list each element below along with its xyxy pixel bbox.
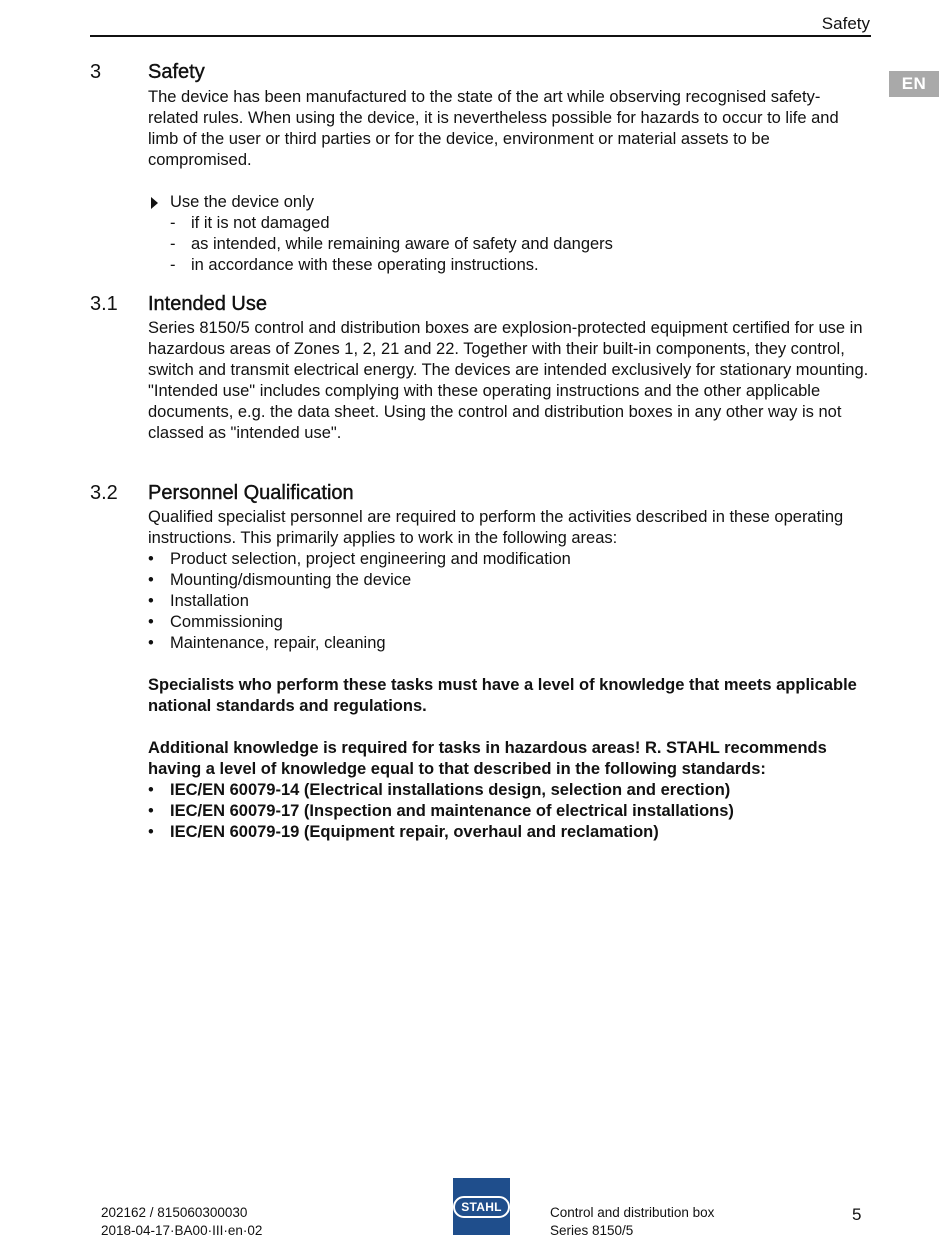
bullet-marker: • bbox=[148, 592, 154, 610]
list-item bbox=[148, 570, 571, 591]
bullet-marker: • bbox=[148, 781, 154, 799]
footer-doc-info bbox=[101, 1204, 262, 1240]
stahl-logo bbox=[453, 1178, 510, 1235]
product-series: Series 8150/5 bbox=[550, 1223, 634, 1238]
condition-text: as intended, while remaining aware of safety and dangers bbox=[191, 235, 613, 253]
section-3-2-title: Personnel Qualification bbox=[148, 482, 354, 504]
section-3-2-paragraph: Qualified specialist personnel are required to perform the activities described in these operating instructions. This primarily applies to work in the following areas: bbox=[148, 508, 844, 547]
list-item-text: Commissioning bbox=[170, 613, 283, 631]
list-item-text: Installation bbox=[170, 592, 249, 610]
section-3-1-body bbox=[148, 318, 870, 444]
condition-text: if it is not damaged bbox=[191, 214, 330, 232]
product-name: Control and distribution box bbox=[550, 1205, 715, 1220]
standard-text: IEC/EN 60079-14 (Electrical installations design, selection and erection) bbox=[170, 781, 731, 799]
list-item-text: Mounting/dismounting the device bbox=[170, 571, 412, 589]
condition-item bbox=[170, 255, 613, 276]
bullet-marker: • bbox=[148, 571, 154, 589]
document-code: 2018-04-17·BA00·III·en·02 bbox=[101, 1223, 263, 1238]
condition-item bbox=[170, 213, 613, 234]
intended-use-paragraph-2: "Intended use" includes complying with these operating instructions and the other applicable documents, e.g. the data sheet. Using the control and distribution boxes in any other way is not classed as "intended use". bbox=[148, 382, 842, 442]
section-3-title: Safety bbox=[148, 61, 205, 83]
action-list bbox=[148, 192, 613, 276]
language-tab: EN bbox=[889, 71, 939, 97]
header-rule bbox=[90, 35, 871, 37]
action-item bbox=[148, 192, 613, 213]
bullet-marker: • bbox=[148, 802, 154, 820]
bullet-marker: • bbox=[148, 613, 154, 631]
list-item-text: Product selection, project engineering and modification bbox=[170, 550, 571, 568]
list-item bbox=[148, 549, 571, 570]
section-3-paragraph: The device has been manufactured to the state of the art while observing recognised safety-related rules. When using the device, it is nevertheless possible for hazards to occur to life and limb of the user or third parties or for the device, environment or material assets to be compromised. bbox=[148, 88, 839, 169]
standard-text: IEC/EN 60079-17 (Inspection and maintenance of electrical installations) bbox=[170, 802, 734, 820]
standard-text: IEC/EN 60079-19 (Equipment repair, overhaul and reclamation) bbox=[170, 823, 659, 841]
action-text: Use the device only bbox=[170, 193, 314, 211]
section-3-1-number: 3.1 bbox=[90, 293, 118, 315]
section-3-number: 3 bbox=[90, 61, 102, 83]
list-item bbox=[148, 801, 734, 822]
list-item bbox=[148, 591, 571, 612]
bullet-marker: • bbox=[148, 550, 154, 568]
condition-item bbox=[170, 234, 613, 255]
list-item bbox=[148, 633, 571, 654]
list-item bbox=[148, 780, 734, 801]
additional-knowledge-note: Additional knowledge is required for tasks in hazardous areas! R. STAHL recommends having a level of knowledge equal to that described in the following standards: bbox=[148, 739, 827, 778]
dash-marker: - bbox=[170, 256, 176, 274]
logo-text: STAHL bbox=[453, 1196, 510, 1218]
footer-product-info bbox=[550, 1204, 714, 1240]
specialists-note: Specialists who perform these tasks must have a level of knowledge that meets applicable national standards and regulations. bbox=[148, 676, 857, 715]
section-3-2-number: 3.2 bbox=[90, 482, 118, 504]
dash-marker: - bbox=[170, 214, 176, 232]
condition-text: in accordance with these operating instructions. bbox=[191, 256, 539, 274]
header-title: Safety bbox=[821, 14, 870, 33]
list-item-text: Maintenance, repair, cleaning bbox=[170, 634, 386, 652]
page-number: 5 bbox=[852, 1205, 862, 1224]
section-3-1-title: Intended Use bbox=[148, 293, 267, 315]
action-arrow-icon bbox=[151, 197, 158, 209]
bullet-marker: • bbox=[148, 823, 154, 841]
dash-marker: - bbox=[170, 235, 176, 253]
bullet-marker: • bbox=[148, 634, 154, 652]
intended-use-paragraph-1: Series 8150/5 control and distribution boxes are explosion-protected equipment certified for use in hazardous areas of Zones 1, 2, 21 and 22. Together with their built-in components, they control, switch and transmit electrical energy. The devices are intended exclusively for stationary mounting. bbox=[148, 319, 869, 379]
list-item bbox=[148, 822, 734, 843]
document-id: 202162 / 815060300030 bbox=[101, 1205, 248, 1220]
work-areas-list bbox=[148, 549, 571, 654]
list-item bbox=[148, 612, 571, 633]
standards-list bbox=[148, 780, 734, 843]
